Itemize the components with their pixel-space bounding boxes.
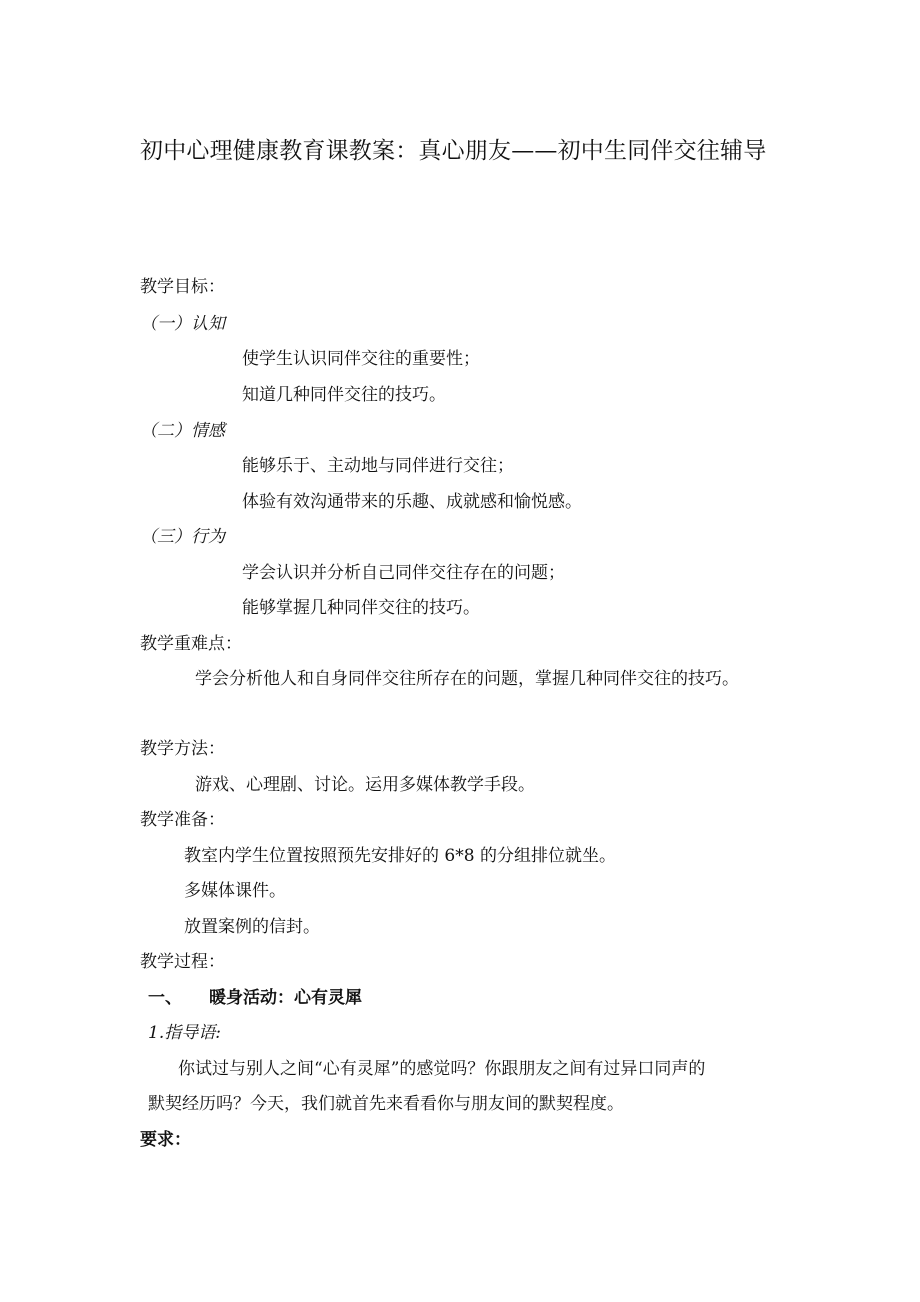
preparation-item: 多媒体课件。: [184, 881, 286, 901]
section-title: 暖身活动：心有灵犀: [209, 988, 362, 1008]
methods-text: 游戏、心理剧、讨论。运用多媒体教学手段。: [195, 775, 535, 795]
key-points-text: 学会分析他人和自身同伴交往所存在的问题，掌握几种同伴交往的技巧。: [195, 669, 739, 689]
cognition-item: 知道几种同伴交往的技巧。: [242, 385, 446, 405]
preparation-item: 教室内学生位置按照预先安排好的 6*8 的分组排位就坐。: [184, 846, 616, 866]
behavior-item: 学会认识并分析自己同伴交往存在的问题；: [242, 563, 565, 583]
emotion-label: （二）情感: [140, 421, 225, 441]
guide-text: 默契经历吗？今天，我们就首先来看看你与朋友间的默契程度。: [148, 1094, 624, 1114]
key-points-heading: 教学重难点：: [140, 634, 242, 654]
cognition-item: 使学生认识同伴交往的重要性；: [242, 349, 480, 369]
behavior-item: 能够掌握几种同伴交往的技巧。: [242, 598, 480, 618]
requirement-heading: 要求：: [140, 1130, 191, 1150]
emotion-item: 体验有效沟通带来的乐趣、成就感和愉悦感。: [242, 492, 582, 512]
guide-label: 1.指导语:: [148, 1023, 221, 1043]
preparation-item: 放置案例的信封。: [184, 917, 320, 937]
methods-heading: 教学方法：: [140, 739, 225, 759]
cognition-label: （一）认知: [140, 314, 225, 334]
emotion-item: 能够乐于、主动地与同伴进行交往；: [242, 456, 514, 476]
guide-text: 你试过与别人之间“心有灵犀”的感觉吗？你跟朋友之间有过异口同声的: [178, 1059, 706, 1079]
process-heading: 教学过程：: [140, 952, 225, 972]
preparation-heading: 教学准备：: [140, 810, 225, 830]
document-title: 初中心理健康教育课教案：真心朋友——初中生同伴交往辅导: [140, 138, 767, 164]
behavior-label: （三）行为: [140, 527, 225, 547]
objectives-heading: 教学目标：: [140, 277, 225, 297]
section-number: 一、: [148, 988, 182, 1008]
